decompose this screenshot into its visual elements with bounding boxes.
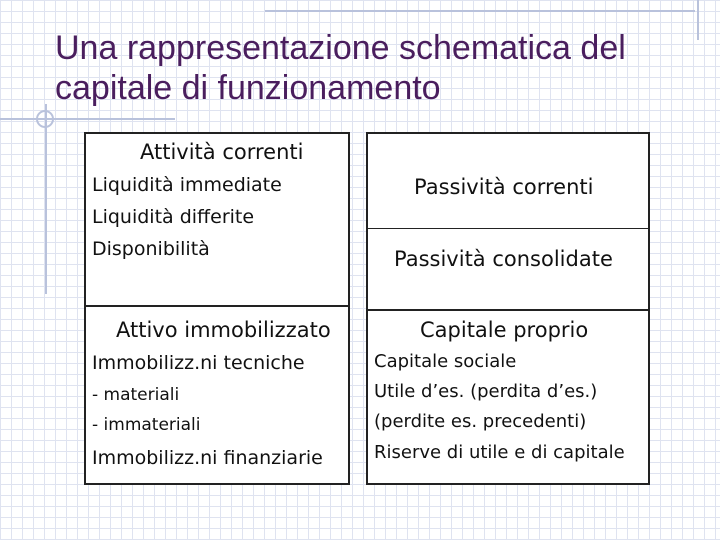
title-line-1: Una rappresentazione schematica del <box>55 29 626 67</box>
immobilizz-tecniche: Immobilizz.ni tecniche <box>92 352 305 374</box>
immobilizz-materiali: - materiali <box>92 385 180 405</box>
decorative-ring <box>36 110 54 128</box>
attivo-immobilizzato-heading: Attivo immobilizzato <box>116 318 331 342</box>
title-line-2: capitale di funzionamento <box>55 69 441 107</box>
passivita-consolidate-label: Passività consolidate <box>394 247 613 271</box>
utile-esercizio: Utile d’es. (perdita d’es.) <box>374 381 598 402</box>
immobilizz-immateriali: - immateriali <box>92 415 201 435</box>
attivita-item-liquidita-immediate: Liquidità immediate <box>92 174 282 196</box>
attivita-correnti-heading: Attività correnti <box>140 140 304 164</box>
passivita-divider <box>368 228 648 229</box>
decorative-right-line <box>697 0 699 40</box>
attivita-item-liquidita-differite: Liquidità differite <box>92 206 255 228</box>
decorative-top-line <box>265 10 695 12</box>
perdite-precedenti: (perdite es. precedenti) <box>374 411 587 432</box>
capitale-proprio-heading: Capitale proprio <box>420 318 589 342</box>
immobilizz-finanziarie: Immobilizz.ni finanziarie <box>92 447 323 469</box>
passivita-box <box>366 132 650 313</box>
capitale-sociale: Capitale sociale <box>374 351 517 372</box>
passivita-correnti-label: Passività correnti <box>414 175 594 199</box>
attivita-item-disponibilita: Disponibilità <box>92 238 210 260</box>
decorative-title-underline <box>0 118 175 120</box>
decorative-left-line <box>45 104 47 294</box>
page-title <box>55 28 695 108</box>
riserve-utile-capitale: Riserve di utile e di capitale <box>374 442 625 463</box>
